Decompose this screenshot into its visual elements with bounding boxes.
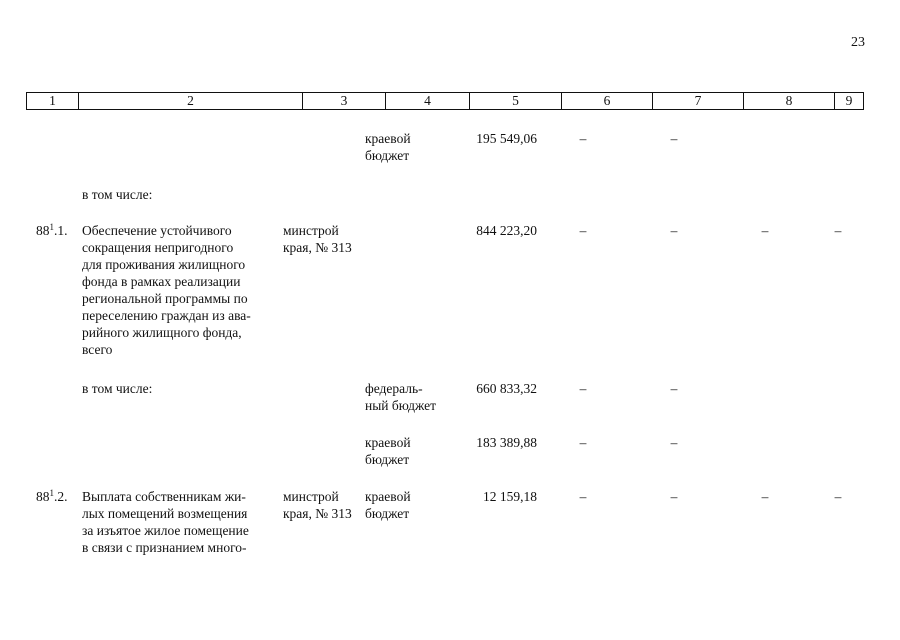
executor: минстрой края, № 313 (283, 489, 352, 521)
column-number-3: 3 (303, 93, 386, 110)
column-number-8: 8 (744, 93, 835, 110)
item-description: Обеспечение устойчивого сокращения непригодного для проживания жилищного фонда в рамках реализации региональной программы по переселению граждан из ава- рийного жилищного фонда, всего (82, 223, 251, 357)
funding-source: краевой бюджет (365, 435, 411, 467)
column-7-value: – (670, 131, 678, 146)
column-6-value: – (579, 381, 587, 396)
funding-source: краевой бюджет (365, 489, 411, 521)
column-number-2: 2 (79, 93, 303, 110)
column-6-value: – (579, 131, 587, 146)
item-number: $88^1.1$. (36, 222, 68, 238)
column-number-5: 5 (470, 93, 562, 110)
column-6-value: – (579, 223, 587, 238)
item-description: Выплата собственникам жи- лых помещений возмещения за изъятое жилое помещение в связи с признанием много- (82, 489, 249, 555)
column-9-value: – (834, 223, 842, 238)
column-number-4: 4 (386, 93, 470, 110)
column-number-6: 6 (562, 93, 653, 110)
column-7-value: – (670, 223, 678, 238)
column-7-value: – (670, 435, 678, 450)
amount-total: 844 223,20 (476, 223, 537, 238)
column-8-value: – (761, 489, 769, 504)
subtotal-label: в том числе: (82, 187, 153, 202)
column-number-7: 7 (653, 93, 744, 110)
column-6-value: – (579, 489, 587, 504)
column-7-value: – (670, 381, 678, 396)
funding-source: федераль- ный бюджет (365, 381, 437, 413)
item-number: $88^1.2$. (36, 488, 68, 504)
funding-source: краевой бюджет (365, 131, 411, 163)
column-number-1: 1 (27, 93, 79, 110)
column-9-value: – (834, 489, 842, 504)
executor: минстрой края, № 313 (283, 223, 352, 255)
subtotal-label: в том числе: (82, 381, 153, 396)
column-number-header (26, 92, 864, 110)
page-number: 23 (851, 35, 865, 50)
amount-total: 195 549,06 (476, 131, 537, 146)
column-6-value: – (579, 435, 587, 450)
column-8-value: – (761, 223, 769, 238)
amount-total: 12 159,18 (483, 489, 537, 504)
column-7-value: – (670, 489, 678, 504)
amount-total: 183 389,88 (476, 435, 537, 450)
column-number-9: 9 (835, 93, 864, 110)
amount-total: 660 833,32 (476, 381, 537, 396)
